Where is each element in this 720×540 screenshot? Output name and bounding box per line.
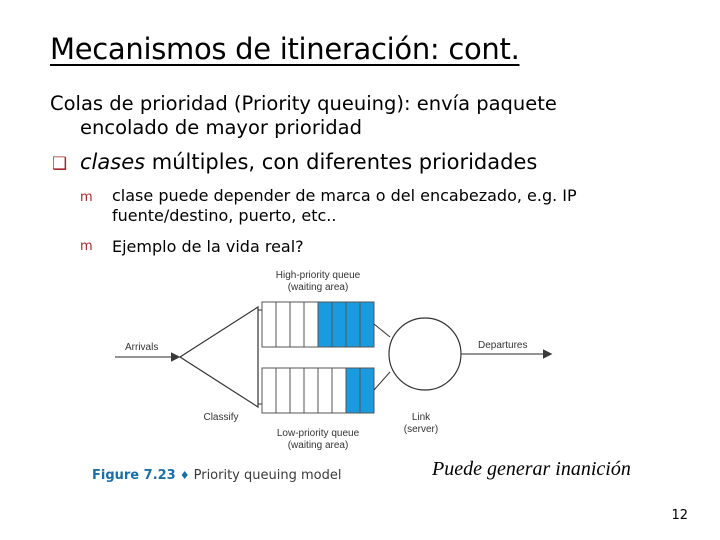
classify-label: Classify xyxy=(203,412,239,423)
classifier-shape xyxy=(180,307,258,407)
classes-desc: múltiples, con diferentes prioridades xyxy=(145,150,538,174)
link-sublabel: (server) xyxy=(403,424,439,435)
diamond-icon: ♦ xyxy=(179,469,190,482)
sub-bullet-icon: m xyxy=(80,239,93,254)
link-label: Link xyxy=(411,412,431,423)
priority-queuing-desc: : envía paquete xyxy=(404,92,557,115)
arrivals-label: Arrivals xyxy=(125,342,159,353)
body-line-2: encolado de mayor prioridad xyxy=(80,116,362,139)
square-bullet-icon: ❑ xyxy=(52,154,68,174)
sub-bullet-icon: m xyxy=(80,190,93,205)
sub-bullet-1: clase puede depender de marca o del encabezado, e.g. IP fuente/destino, puerto, etc.. xyxy=(112,186,577,225)
low-queue-sublabel: (waiting area) xyxy=(287,440,349,451)
figure-caption-text: Priority queuing model xyxy=(193,468,342,483)
figure-caption xyxy=(92,468,341,483)
page-number: 12 xyxy=(671,508,688,523)
body-line-3 xyxy=(80,151,537,174)
departures-label: Departures xyxy=(478,340,528,351)
priority-queuing-diagram xyxy=(100,262,570,462)
body-line-1 xyxy=(50,92,557,115)
high-queue-sublabel: (waiting area) xyxy=(287,282,349,293)
low-priority-queue xyxy=(262,368,374,413)
slide-title: Mecanismos de itineración: cont. xyxy=(50,32,520,66)
starvation-note: Puede generar inanición xyxy=(432,458,631,480)
figure-number: Figure 7.23 xyxy=(92,468,176,483)
high-queue-label: High-priority queue xyxy=(275,270,361,281)
low-queue-label: Low-priority queue xyxy=(276,428,360,439)
sub-bullet-2: Ejemplo de la vida real? xyxy=(112,237,304,256)
classes-emphasis: clases xyxy=(80,150,146,174)
high-priority-queue xyxy=(262,302,374,347)
priority-queuing-term: Colas de prioridad (Priority queuing) xyxy=(50,92,404,115)
link-server-circle xyxy=(389,318,461,390)
